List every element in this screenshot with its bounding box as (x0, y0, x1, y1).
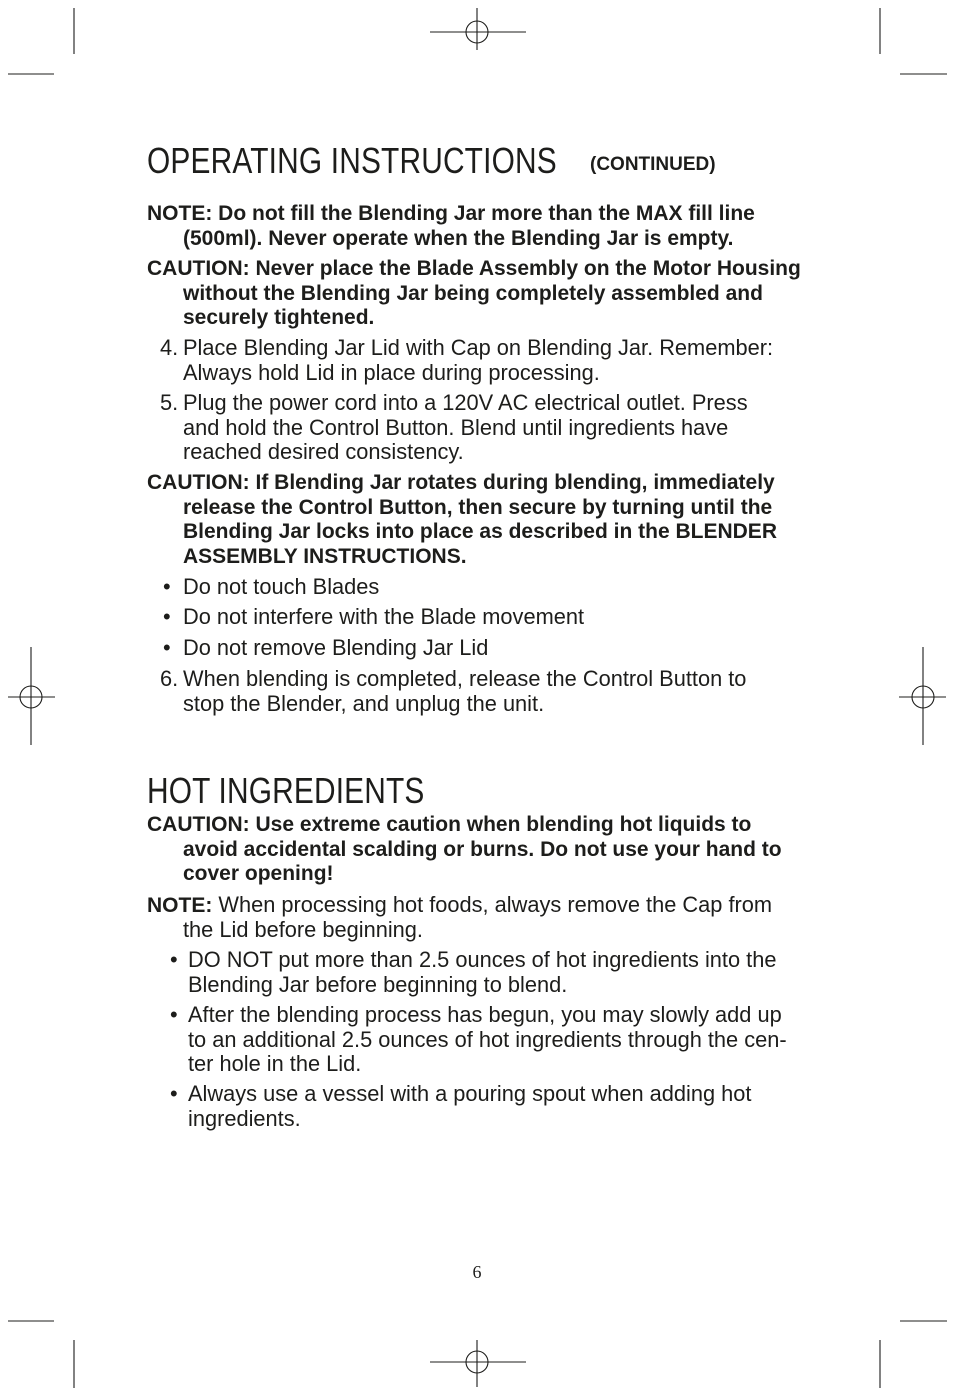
bullet-marker: • (163, 574, 171, 599)
bullet-text-line: Always use a vessel with a pouring spout when adding hot (188, 1081, 752, 1106)
bullet-item (163, 604, 585, 630)
step-number: 6. (160, 666, 179, 691)
bullet-item (170, 1081, 752, 1131)
bullet-marker: • (163, 635, 171, 660)
step-6 (160, 666, 747, 716)
bullet-item (163, 574, 380, 600)
caution-text-line: avoid accidental scalding or burns. Do not use your hand to (183, 837, 782, 861)
note-remove-cap (147, 893, 772, 942)
bullet-text: Do not touch Blades (183, 574, 380, 599)
caution-text-line: securely tightened. (183, 306, 375, 329)
caution-text-line: ASSEMBLY INSTRUCTIONS. (183, 544, 467, 568)
step-number: 5. (160, 390, 179, 415)
caution-text-line: cover opening! (183, 862, 334, 885)
bullet-marker: • (163, 604, 171, 629)
caution-text-line: Blending Jar locks into place as described in the BLENDER (183, 520, 777, 543)
note-first-line (147, 202, 755, 227)
bullet-text: Do not remove Blending Jar Lid (183, 635, 489, 660)
crop-mark-top-left (8, 8, 74, 74)
page-number: 6 (472, 1262, 482, 1282)
caution-label: CAUTION: (147, 813, 250, 836)
caution-text: Use extreme caution when blending hot liquids to (255, 813, 752, 836)
caution-jar-rotates (147, 471, 777, 569)
step-4 (160, 335, 774, 385)
note-label: NOTE: (147, 894, 213, 917)
caution-text-line: release the Control Button, then secure by turning until the (183, 495, 773, 519)
bullet-item (170, 947, 777, 997)
bullet-marker: • (170, 1002, 178, 1027)
step-text-line: Place Blending Jar Lid with Cap on Blending Jar. Remember: (183, 335, 774, 360)
step-text-line: stop the Blender, and unplug the unit. (183, 690, 545, 716)
bullet-text-line: Blending Jar before beginning to blend. (188, 971, 568, 997)
bullet-text-line: ingredients. (188, 1105, 301, 1131)
caution-text-line: without the Blending Jar being completely assembled and (183, 281, 763, 305)
caution-text: Never place the Blade Assembly on the Motor Housing (255, 257, 801, 280)
note-text: When processing hot foods, always remove the Cap from (218, 892, 773, 917)
crop-mark-top-right (880, 8, 947, 74)
step-text-line: Plug the power cord into a 120V AC electrical outlet. Press (183, 390, 748, 415)
caution-first-line (147, 257, 801, 282)
bullet-text: Do not interfere with the Blade movement (183, 604, 585, 629)
note-label: NOTE: (147, 202, 213, 225)
note-text-line: (500ml). Never operate when the Blending Jar is empty. (183, 226, 734, 250)
step-text-line: Always hold Lid in place during processing. (183, 359, 600, 385)
registration-mark-left (8, 647, 55, 745)
bullet-text-line: to an additional 2.5 ounces of hot ingredients through the cen- (188, 1026, 787, 1052)
bullet-text-line: DO NOT put more than 2.5 ounces of hot ingredients into the (188, 947, 777, 972)
registration-mark-right (899, 647, 946, 745)
bullet-marker: • (170, 1081, 178, 1106)
bullet-text-line: ter hole in the Lid. (188, 1051, 362, 1076)
bullet-marker: • (170, 947, 178, 972)
step-text-line: reached desired consistency. (183, 439, 464, 464)
crop-mark-bottom-left (8, 1321, 74, 1388)
bullet-text-line: After the blending process has begun, you may slowly add up (188, 1002, 782, 1027)
crop-mark-bottom-right (880, 1321, 947, 1388)
registration-mark-top (430, 8, 526, 50)
caution-hot-liquids (147, 813, 782, 887)
registration-mark-bottom (430, 1340, 526, 1387)
note-max-fill (147, 202, 755, 251)
note-first-line (147, 893, 772, 918)
bullet-item (170, 1002, 787, 1077)
step-text-line: and hold the Control Button. Blend until ingredients have (183, 414, 729, 440)
bullet-item (163, 635, 489, 661)
section-heading: HOT INGREDIENTS (147, 770, 425, 811)
note-text-line: the Lid before beginning. (183, 916, 423, 942)
caution-first-line (147, 813, 782, 838)
continued-label: (CONTINUED) (590, 154, 716, 175)
step-text-line: When blending is completed, release the Control Button to (183, 666, 747, 691)
caution-blade-assembly (147, 257, 801, 331)
caution-first-line (147, 471, 777, 496)
caution-label: CAUTION: (147, 257, 250, 280)
note-text: Do not fill the Blending Jar more than the MAX fill line (218, 202, 755, 225)
step-5 (160, 390, 748, 465)
caution-text: If Blending Jar rotates during blending, immediately (255, 471, 775, 494)
caution-label: CAUTION: (147, 471, 250, 494)
section-heading: OPERATING INSTRUCTIONS (147, 140, 557, 181)
step-number: 4. (160, 335, 179, 360)
